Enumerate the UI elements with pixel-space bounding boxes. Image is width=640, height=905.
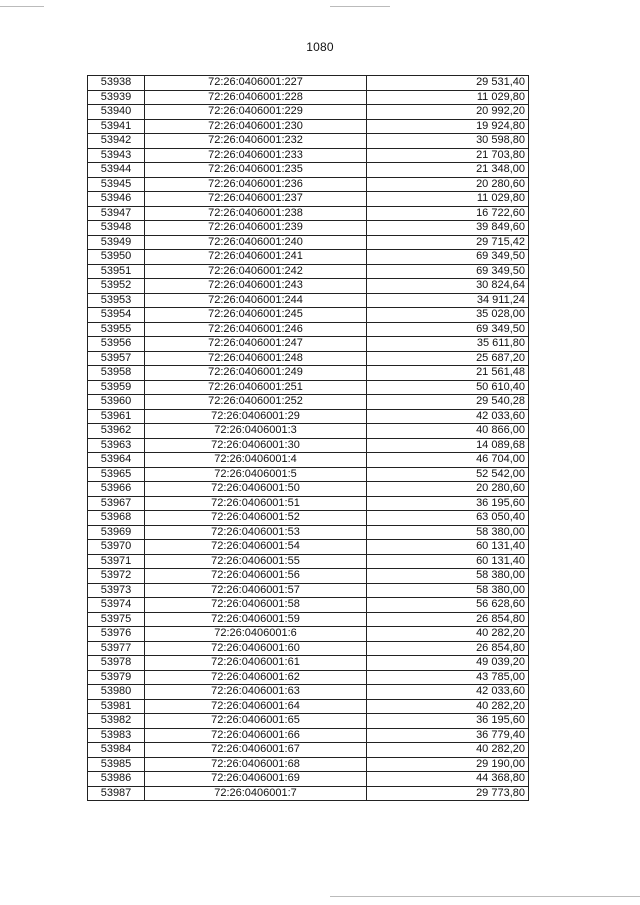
cadastral-number-cell: 72:26:0406001:60: [145, 641, 367, 656]
cadastral-value-cell: 26 854,80: [367, 641, 529, 656]
cadastral-number-cell: 72:26:0406001:249: [145, 366, 367, 381]
row-number-cell: 53964: [88, 453, 145, 468]
row-number-cell: 53978: [88, 656, 145, 671]
cadastral-value-cell: 36 195,60: [367, 496, 529, 511]
cadastral-value-cell: 49 039,20: [367, 656, 529, 671]
row-number-cell: 53977: [88, 641, 145, 656]
row-number-cell: 53953: [88, 293, 145, 308]
row-number-cell: 53941: [88, 119, 145, 134]
table-row: [88, 569, 529, 584]
cadastral-value-cell: 56 628,60: [367, 598, 529, 613]
row-number-cell: 53976: [88, 627, 145, 642]
row-number-cell: 53983: [88, 728, 145, 743]
table-row: [88, 322, 529, 337]
cadastral-value-cell: 46 704,00: [367, 453, 529, 468]
cadastral-number-cell: 72:26:0406001:66: [145, 728, 367, 743]
row-number-cell: 53969: [88, 525, 145, 540]
row-number-cell: 53949: [88, 235, 145, 250]
cadastral-number-cell: 72:26:0406001:237: [145, 192, 367, 207]
cadastral-number-cell: 72:26:0406001:67: [145, 743, 367, 758]
cadastral-value-cell: 50 610,40: [367, 380, 529, 395]
table-row: [88, 467, 529, 482]
table-row: [88, 409, 529, 424]
table-row: [88, 699, 529, 714]
cadastral-value-cell: 69 349,50: [367, 250, 529, 265]
cadastral-value-cell: 29 715,42: [367, 235, 529, 250]
cadastral-value-cell: 29 773,80: [367, 786, 529, 801]
table-row: [88, 163, 529, 178]
cadastral-number-cell: 72:26:0406001:244: [145, 293, 367, 308]
table-row: [88, 192, 529, 207]
table-row: [88, 308, 529, 323]
cadastral-number-cell: 72:26:0406001:62: [145, 670, 367, 685]
row-number-cell: 53979: [88, 670, 145, 685]
cadastral-value-cell: 29 190,00: [367, 757, 529, 772]
cadastral-number-cell: 72:26:0406001:53: [145, 525, 367, 540]
cadastral-number-cell: 72:26:0406001:52: [145, 511, 367, 526]
table-row: [88, 105, 529, 120]
cadastral-value-cell: 39 849,60: [367, 221, 529, 236]
row-number-cell: 53965: [88, 467, 145, 482]
cadastral-value-cell: 29 531,40: [367, 76, 529, 91]
row-number-cell: 53943: [88, 148, 145, 163]
table-row: [88, 714, 529, 729]
scan-edge-line: [330, 896, 640, 897]
cadastral-value-cell: 58 380,00: [367, 583, 529, 598]
scan-edge-line: [0, 6, 44, 7]
cadastral-value-cell: 20 280,60: [367, 482, 529, 497]
table-row: [88, 337, 529, 352]
table-body: [88, 76, 529, 801]
cadastral-value-cell: 58 380,00: [367, 569, 529, 584]
row-number-cell: 53981: [88, 699, 145, 714]
row-number-cell: 53982: [88, 714, 145, 729]
row-number-cell: 53957: [88, 351, 145, 366]
table-row: [88, 366, 529, 381]
cadastral-number-cell: 72:26:0406001:51: [145, 496, 367, 511]
cadastral-value-cell: 11 029,80: [367, 192, 529, 207]
table-row: [88, 772, 529, 787]
cadastral-value-cell: 20 992,20: [367, 105, 529, 120]
cadastral-number-cell: 72:26:0406001:30: [145, 438, 367, 453]
row-number-cell: 53986: [88, 772, 145, 787]
row-number-cell: 53939: [88, 90, 145, 105]
cadastral-number-cell: 72:26:0406001:29: [145, 409, 367, 424]
row-number-cell: 53966: [88, 482, 145, 497]
row-number-cell: 53954: [88, 308, 145, 323]
cadastral-value-cell: 30 824,64: [367, 279, 529, 294]
table-row: [88, 757, 529, 772]
cadastral-value-table: [87, 75, 529, 801]
cadastral-value-cell: 34 911,24: [367, 293, 529, 308]
cadastral-number-cell: 72:26:0406001:65: [145, 714, 367, 729]
row-number-cell: 53987: [88, 786, 145, 801]
cadastral-value-cell: 42 033,60: [367, 685, 529, 700]
row-number-cell: 53962: [88, 424, 145, 439]
row-number-cell: 53944: [88, 163, 145, 178]
table-row: [88, 76, 529, 91]
cadastral-number-cell: 72:26:0406001:247: [145, 337, 367, 352]
table-row: [88, 641, 529, 656]
table-row: [88, 786, 529, 801]
cadastral-number-cell: 72:26:0406001:251: [145, 380, 367, 395]
cadastral-number-cell: 72:26:0406001:232: [145, 134, 367, 149]
table-row: [88, 554, 529, 569]
row-number-cell: 53955: [88, 322, 145, 337]
cadastral-value-cell: 40 282,20: [367, 699, 529, 714]
cadastral-number-cell: 72:26:0406001:240: [145, 235, 367, 250]
row-number-cell: 53958: [88, 366, 145, 381]
row-number-cell: 53972: [88, 569, 145, 584]
cadastral-number-cell: 72:26:0406001:56: [145, 569, 367, 584]
page-number: 1080: [306, 40, 334, 54]
cadastral-number-cell: 72:26:0406001:68: [145, 757, 367, 772]
cadastral-number-cell: 72:26:0406001:4: [145, 453, 367, 468]
row-number-cell: 53938: [88, 76, 145, 91]
cadastral-value-cell: 26 854,80: [367, 612, 529, 627]
cadastral-number-cell: 72:26:0406001:245: [145, 308, 367, 323]
cadastral-value-cell: 35 028,00: [367, 308, 529, 323]
cadastral-value-cell: 35 611,80: [367, 337, 529, 352]
cadastral-number-cell: 72:26:0406001:252: [145, 395, 367, 410]
cadastral-number-cell: 72:26:0406001:243: [145, 279, 367, 294]
table-row: [88, 264, 529, 279]
cadastral-value-cell: 16 722,60: [367, 206, 529, 221]
cadastral-number-cell: 72:26:0406001:233: [145, 148, 367, 163]
cadastral-number-cell: 72:26:0406001:246: [145, 322, 367, 337]
cadastral-number-cell: 72:26:0406001:69: [145, 772, 367, 787]
row-number-cell: 53984: [88, 743, 145, 758]
table-row: [88, 351, 529, 366]
table-row: [88, 119, 529, 134]
table-row: [88, 612, 529, 627]
table-row: [88, 670, 529, 685]
cadastral-number-cell: 72:26:0406001:55: [145, 554, 367, 569]
table-row: [88, 90, 529, 105]
cadastral-value-cell: 19 924,80: [367, 119, 529, 134]
cadastral-number-cell: 72:26:0406001:241: [145, 250, 367, 265]
cadastral-value-cell: 63 050,40: [367, 511, 529, 526]
table-row: [88, 656, 529, 671]
cadastral-value-cell: 40 282,20: [367, 743, 529, 758]
cadastral-value-cell: 36 195,60: [367, 714, 529, 729]
row-number-cell: 53967: [88, 496, 145, 511]
cadastral-value-cell: 14 089,68: [367, 438, 529, 453]
row-number-cell: 53961: [88, 409, 145, 424]
cadastral-number-cell: 72:26:0406001:57: [145, 583, 367, 598]
row-number-cell: 53945: [88, 177, 145, 192]
cadastral-value-cell: 30 598,80: [367, 134, 529, 149]
cadastral-number-cell: 72:26:0406001:239: [145, 221, 367, 236]
table-row: [88, 177, 529, 192]
table-row: [88, 206, 529, 221]
row-number-cell: 53973: [88, 583, 145, 598]
cadastral-number-cell: 72:26:0406001:5: [145, 467, 367, 482]
cadastral-value-cell: 21 561,48: [367, 366, 529, 381]
table-row: [88, 540, 529, 555]
row-number-cell: 53974: [88, 598, 145, 613]
table-row: [88, 235, 529, 250]
table-row: [88, 424, 529, 439]
cadastral-number-cell: 72:26:0406001:61: [145, 656, 367, 671]
cadastral-value-cell: 69 349,50: [367, 264, 529, 279]
cadastral-number-cell: 72:26:0406001:59: [145, 612, 367, 627]
cadastral-number-cell: 72:26:0406001:229: [145, 105, 367, 120]
cadastral-value-cell: 60 131,40: [367, 540, 529, 555]
row-number-cell: 53946: [88, 192, 145, 207]
cadastral-value-cell: 44 368,80: [367, 772, 529, 787]
table-row: [88, 743, 529, 758]
cadastral-number-cell: 72:26:0406001:227: [145, 76, 367, 91]
row-number-cell: 53970: [88, 540, 145, 555]
cadastral-number-cell: 72:26:0406001:64: [145, 699, 367, 714]
table-row: [88, 627, 529, 642]
cadastral-number-cell: 72:26:0406001:228: [145, 90, 367, 105]
cadastral-value-cell: 36 779,40: [367, 728, 529, 743]
cadastral-number-cell: 72:26:0406001:50: [145, 482, 367, 497]
cadastral-number-cell: 72:26:0406001:238: [145, 206, 367, 221]
cadastral-value-cell: 58 380,00: [367, 525, 529, 540]
table-row: [88, 380, 529, 395]
table-row: [88, 482, 529, 497]
table-row: [88, 496, 529, 511]
cadastral-value-cell: 25 687,20: [367, 351, 529, 366]
row-number-cell: 53952: [88, 279, 145, 294]
row-number-cell: 53948: [88, 221, 145, 236]
scan-edge-line: [330, 6, 390, 7]
table-row: [88, 728, 529, 743]
cadastral-value-cell: 60 131,40: [367, 554, 529, 569]
table-row: [88, 395, 529, 410]
cadastral-number-cell: 72:26:0406001:54: [145, 540, 367, 555]
row-number-cell: 53985: [88, 757, 145, 772]
cadastral-value-cell: 42 033,60: [367, 409, 529, 424]
table-row: [88, 685, 529, 700]
row-number-cell: 53940: [88, 105, 145, 120]
cadastral-value-cell: 69 349,50: [367, 322, 529, 337]
cadastral-value-cell: 20 280,60: [367, 177, 529, 192]
table-row: [88, 598, 529, 613]
cadastral-value-cell: 29 540,28: [367, 395, 529, 410]
table-row: [88, 583, 529, 598]
cadastral-number-cell: 72:26:0406001:236: [145, 177, 367, 192]
cadastral-number-cell: 72:26:0406001:6: [145, 627, 367, 642]
cadastral-value-cell: 21 703,80: [367, 148, 529, 163]
cadastral-value-cell: 52 542,00: [367, 467, 529, 482]
cadastral-value-cell: 21 348,00: [367, 163, 529, 178]
table-row: [88, 438, 529, 453]
cadastral-value-cell: 40 282,20: [367, 627, 529, 642]
row-number-cell: 53959: [88, 380, 145, 395]
row-number-cell: 53947: [88, 206, 145, 221]
row-number-cell: 53951: [88, 264, 145, 279]
row-number-cell: 53960: [88, 395, 145, 410]
row-number-cell: 53956: [88, 337, 145, 352]
cadastral-value-cell: 11 029,80: [367, 90, 529, 105]
cadastral-number-cell: 72:26:0406001:248: [145, 351, 367, 366]
row-number-cell: 53975: [88, 612, 145, 627]
cadastral-number-cell: 72:26:0406001:63: [145, 685, 367, 700]
table-row: [88, 134, 529, 149]
table-row: [88, 148, 529, 163]
row-number-cell: 53980: [88, 685, 145, 700]
row-number-cell: 53942: [88, 134, 145, 149]
cadastral-number-cell: 72:26:0406001:230: [145, 119, 367, 134]
cadastral-value-cell: 43 785,00: [367, 670, 529, 685]
cadastral-number-cell: 72:26:0406001:7: [145, 786, 367, 801]
table-row: [88, 279, 529, 294]
row-number-cell: 53950: [88, 250, 145, 265]
row-number-cell: 53963: [88, 438, 145, 453]
table-row: [88, 511, 529, 526]
cadastral-number-cell: 72:26:0406001:58: [145, 598, 367, 613]
cadastral-number-cell: 72:26:0406001:3: [145, 424, 367, 439]
table-row: [88, 293, 529, 308]
table-row: [88, 453, 529, 468]
table-row: [88, 250, 529, 265]
row-number-cell: 53968: [88, 511, 145, 526]
row-number-cell: 53971: [88, 554, 145, 569]
cadastral-value-cell: 40 866,00: [367, 424, 529, 439]
table-row: [88, 221, 529, 236]
table-row: [88, 525, 529, 540]
cadastral-number-cell: 72:26:0406001:235: [145, 163, 367, 178]
cadastral-number-cell: 72:26:0406001:242: [145, 264, 367, 279]
